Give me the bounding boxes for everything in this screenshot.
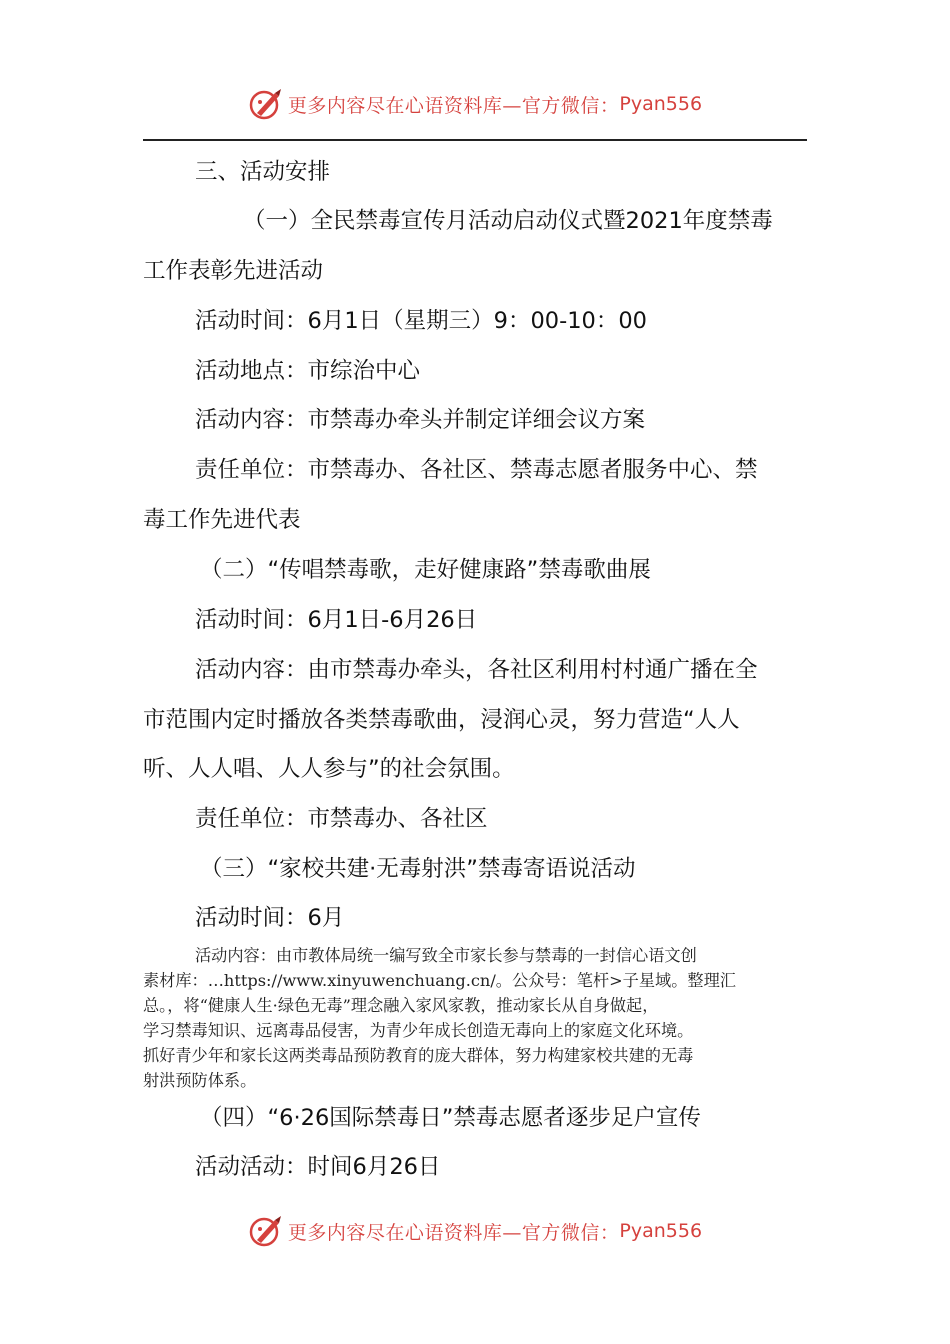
item-1-title: （一）全民禁毒宣传月活动启动仪式暨2021年度禁毒 bbox=[243, 208, 773, 234]
watermark-text: 更多内容尽在心语资料库—官方微信： bbox=[287, 1221, 620, 1244]
item-1-unit: 责任单位：市禁毒办、各社区、禁毒志愿者服务中心、禁 bbox=[195, 457, 758, 483]
item-2-content-cont-1: 市范围内定时播放各类禁毒歌曲，浸润心灵，努力营造“人人 bbox=[143, 707, 740, 733]
item-3-content-cont-3: 学习禁毒知识、远离毒品侵害，为青少年成长创造无毒向上的家庭文化环境。 bbox=[143, 1021, 694, 1040]
item-2-content: 活动内容：由市禁毒办牵头，各社区利用村村通广播在全 bbox=[195, 657, 758, 683]
item-3-content-cont-1: 素材库：…https://www.xinyuwenchuang.cn/。公众号：笔杆>子星域。整理汇 bbox=[143, 971, 736, 990]
item-2-unit: 责任单位：市禁毒办、各社区 bbox=[195, 806, 488, 832]
item-3-title: （三）“家校共建·无毒射洪”禁毒寄语说活动 bbox=[200, 856, 636, 882]
header-watermark bbox=[0, 84, 950, 124]
item-3-time: 活动时间：6月 bbox=[195, 905, 345, 931]
header-rule bbox=[143, 139, 807, 141]
item-3-content-cont-2: 总。，将“健康人生·绿色无毒”理念融入家风家教，推动家长从自身做起， bbox=[143, 996, 659, 1015]
item-1-place: 活动地点：市综治中心 bbox=[195, 358, 421, 384]
item-1-unit-cont: 毒工作先进代表 bbox=[143, 507, 301, 533]
watermark-text: 更多内容尽在心语资料库—官方微信： bbox=[287, 94, 620, 117]
item-2-content-cont-2: 听、人人唱、人人参与”的社会氛围。 bbox=[143, 756, 515, 782]
item-1-title-cont: 工作表彰先进活动 bbox=[143, 258, 324, 284]
footer-watermark bbox=[0, 1211, 950, 1251]
pen-logo-icon bbox=[248, 1213, 284, 1249]
item-3-content-cont-5: 射洪预防体系。 bbox=[143, 1071, 257, 1090]
item-2-time: 活动时间：6月1日-6月26日 bbox=[195, 607, 478, 633]
watermark-wechat-id: Pyan556 bbox=[619, 93, 703, 115]
watermark-wechat-id: Pyan556 bbox=[619, 1220, 703, 1242]
section-heading: 三、活动安排 bbox=[195, 159, 331, 185]
item-3-content: 活动内容：由市教体局统一编写致全市家长参与禁毒的一封信心语文创 bbox=[195, 946, 697, 965]
item-4-title: （四）“6·26国际禁毒日”禁毒志愿者逐步足户宣传 bbox=[200, 1105, 701, 1131]
item-2-title: （二）“传唱禁毒歌，走好健康路”禁毒歌曲展 bbox=[200, 557, 651, 583]
item-1-content: 活动内容：市禁毒办牵头并制定详细会议方案 bbox=[195, 407, 646, 433]
item-3-content-cont-4: 抓好青少年和家长这两类毒品预防教育的庞大群体，努力构建家校共建的无毒 bbox=[143, 1046, 694, 1065]
item-1-time: 活动时间：6月1日（星期三）9：00-10：00 bbox=[195, 308, 647, 334]
pen-logo-icon bbox=[248, 86, 284, 122]
item-4-time: 活动活动：时间6月26日 bbox=[195, 1154, 441, 1180]
